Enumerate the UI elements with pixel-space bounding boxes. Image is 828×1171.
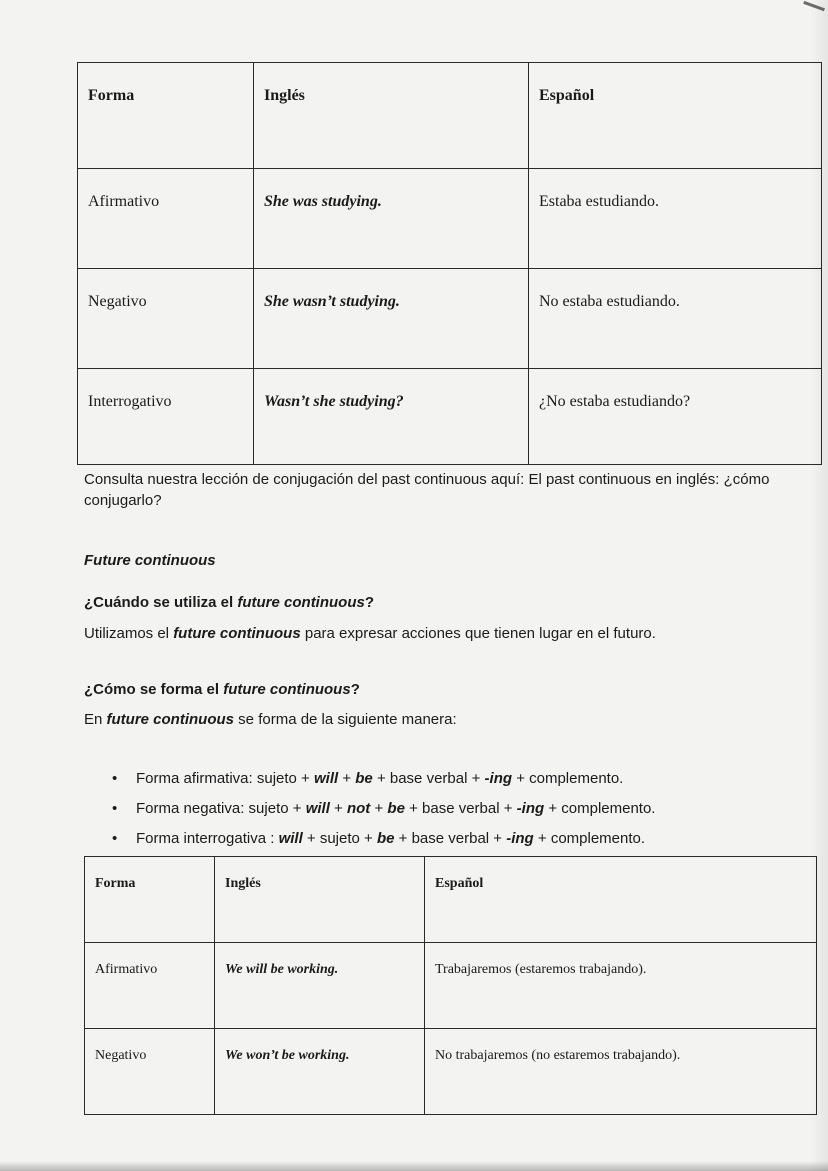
cell-forma: Negativo	[85, 1029, 215, 1115]
paragraph-text: Utilizamos el	[84, 625, 174, 642]
rule-keyword: -ing	[516, 800, 545, 817]
cell-espanol: Trabajaremos (estaremos trabajando).	[425, 943, 817, 1029]
header-ingles: Inglés	[215, 857, 425, 943]
cell-ingles: She was studying.	[254, 169, 529, 269]
term-future-continuous: future continuous	[223, 681, 351, 698]
bullet-icon: •	[112, 770, 118, 787]
term-future-continuous: future continuous	[106, 711, 235, 728]
list-item-interrogativa	[112, 824, 655, 854]
table-row	[85, 943, 817, 1029]
table-row	[78, 269, 822, 369]
cell-forma: Interrogativo	[78, 369, 254, 465]
rule-text: +	[329, 800, 347, 817]
rule-text: +	[370, 800, 388, 817]
cell-ingles: We won’t be working.	[215, 1029, 425, 1115]
consulta-paragraph: Consulta nuestra lección de conjugación del past continuous aquí: El past continuous en inglés: ¿cómo conjugarlo?	[84, 471, 770, 509]
term-future-continuous: future continuous	[173, 625, 301, 642]
header-forma: Forma	[78, 63, 254, 169]
header-espanol: Español	[529, 63, 822, 169]
cell-espanol: Estaba estudiando.	[529, 169, 822, 269]
table-row	[78, 369, 822, 465]
cell-espanol: No trabajaremos (no estaremos trabajando).	[425, 1029, 817, 1115]
rule-keyword: be	[355, 770, 373, 787]
rule-text: + complemento.	[533, 830, 646, 847]
question-mark: ?	[364, 594, 375, 611]
future-continuous-table	[84, 856, 817, 1115]
question-mark: ?	[350, 681, 360, 698]
header-forma: Forma	[85, 857, 215, 943]
table-row	[78, 169, 822, 269]
rule-text: Forma interrogativa :	[136, 830, 279, 847]
question-text: ¿Cuándo se utiliza el	[84, 594, 238, 611]
paragraph-text: En	[84, 711, 107, 728]
rule-text: + sujeto +	[302, 830, 377, 847]
bullet-icon: •	[112, 830, 118, 847]
formation-list	[112, 764, 655, 854]
rule-text: + base verbal +	[404, 800, 517, 817]
paragraph-text: para expresar acciones que tienen lugar en el futuro.	[300, 625, 656, 642]
usage-paragraph	[84, 623, 656, 644]
cell-forma: Negativo	[78, 269, 254, 369]
question-text: ¿Cómo se forma el	[84, 681, 224, 698]
page-edge-shadow	[810, 0, 828, 1171]
page-bottom-shadow	[0, 1161, 828, 1171]
list-item-afirmativa	[112, 764, 655, 794]
rule-text: Forma afirmativa: sujeto +	[136, 770, 314, 787]
rule-keyword: -ing	[484, 770, 513, 787]
rule-text: Forma negativa: sujeto +	[136, 800, 306, 817]
section-title: Future continuous	[84, 552, 216, 569]
table-row	[85, 1029, 817, 1115]
question-cuando	[84, 592, 374, 613]
formation-paragraph	[84, 709, 457, 730]
rule-keyword: be	[387, 800, 405, 817]
rule-text: + base verbal +	[372, 770, 485, 787]
rule-keyword: will	[313, 770, 339, 787]
cell-espanol: ¿No estaba estudiando?	[529, 369, 822, 465]
rule-keyword: not	[346, 800, 371, 817]
header-espanol: Español	[425, 857, 817, 943]
cell-espanol: No estaba estudiando.	[529, 269, 822, 369]
rule-text: + complemento.	[512, 770, 624, 787]
rule-text: + complemento.	[544, 800, 656, 817]
question-como	[84, 679, 360, 700]
rule-keyword: will	[278, 830, 303, 847]
past-continuous-table	[77, 62, 822, 465]
term-future-continuous: future continuous	[237, 594, 365, 611]
bullet-icon: •	[112, 800, 118, 817]
rule-keyword: be	[376, 830, 395, 847]
paragraph-text: se forma de la siguiente manera:	[234, 711, 457, 728]
cell-forma: Afirmativo	[85, 943, 215, 1029]
rule-keyword: -ing	[506, 830, 534, 847]
table-header-row	[78, 63, 822, 169]
rule-text: + base verbal +	[394, 830, 507, 847]
list-item-negativa	[112, 794, 655, 824]
cell-forma: Afirmativo	[78, 169, 254, 269]
cell-ingles: We will be working.	[215, 943, 425, 1029]
cell-ingles: Wasn’t she studying?	[254, 369, 529, 465]
header-ingles: Inglés	[254, 63, 529, 169]
rule-text: +	[338, 770, 356, 787]
rule-keyword: will	[305, 800, 330, 817]
cell-ingles: She wasn’t studying.	[254, 269, 529, 369]
table-header-row	[85, 857, 817, 943]
